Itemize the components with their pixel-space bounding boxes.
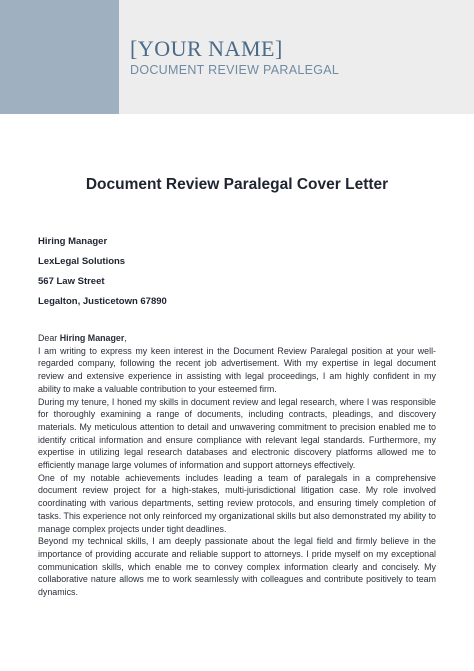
salutation-end: , bbox=[124, 333, 127, 343]
paragraph-experience: During my tenure, I honed my skills in document review and legal research, where I was responsible for thoroughly examining a range of documents, including contracts, pleadings, and discovery materials. My meticulous attention to detail and unwavering commitment to precision enabled me to identify critical information and ensure compliance with relevant legal standards. Furthermore, my expertise in utilizing legal research databases and electronic discovery platforms allowed me to efficiently manage large volumes of information and support attorneys effectively. bbox=[38, 396, 436, 471]
recipient-address bbox=[38, 236, 167, 316]
recipient-company: LexLegal Solutions bbox=[38, 256, 126, 267]
salutation-name: Hiring Manager bbox=[59, 333, 125, 343]
applicant-role: DOCUMENT REVIEW PARALEGAL bbox=[130, 63, 340, 77]
paragraph-achievement: One of my notable achievements includes leading a team of paralegals in a comprehensive document review project for a high-stakes, multi-jurisdictional litigation case. My role involved coordinating with various departments, setting review protocols, and ensuring timely completion of tasks. This experience not only reinforced my organizational skills but also demonstrated my ability to manage complex projects under tight deadlines. bbox=[38, 472, 436, 534]
letter-body bbox=[38, 332, 436, 599]
salutation bbox=[38, 332, 436, 345]
applicant-name: [YOUR NAME] bbox=[130, 36, 283, 61]
paragraph-intro: I am writing to express my keen interest in the Document Review Paralegal position at your well-regarded company, following the recent job advertisement. With my expertise in legal document review and extensive experience in assisting with legal proceedings, I am highly confident in my ability to make a valuable contribution to your esteemed firm. bbox=[38, 345, 436, 394]
salutation-prefix: Dear bbox=[38, 333, 60, 343]
accent-block bbox=[0, 0, 119, 114]
document-title: Document Review Paralegal Cover Letter bbox=[85, 176, 389, 193]
recipient-city: Legalton, Justicetown 67890 bbox=[38, 296, 167, 307]
paragraph-passion: Beyond my technical skills, I am deeply passionate about the legal field and firmly believe in the importance of providing accurate and reliable support to attorneys. I pride myself on my exceptional communication skills, which enable me to convey complex information clearly and concisely. My collaborative nature allows me to work seamlessly with colleagues and contribute positively to team dynamics. bbox=[38, 536, 436, 598]
recipient-title: Hiring Manager bbox=[38, 236, 108, 247]
recipient-street: 567 Law Street bbox=[38, 276, 105, 287]
